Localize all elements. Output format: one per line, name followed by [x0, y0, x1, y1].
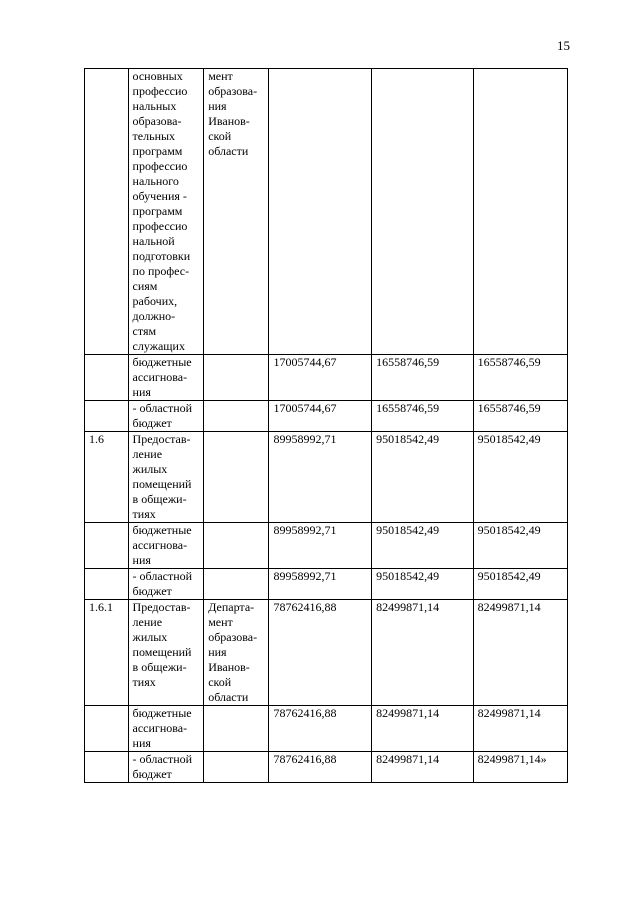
- value-year1: 17005744,67: [273, 401, 337, 415]
- item-name: - областной бюджет: [132, 569, 193, 598]
- value-cell-year3: [473, 569, 567, 600]
- value-cell-year1: [269, 69, 372, 355]
- value-cell-year3: [473, 401, 567, 432]
- item-name-cell: [128, 355, 204, 401]
- table-row: [85, 569, 568, 600]
- value-cell-year3: [473, 706, 567, 752]
- value-year3: 82499871,14: [477, 706, 541, 720]
- value-cell-year1: [269, 401, 372, 432]
- value-year1: 78762416,88: [273, 706, 337, 720]
- row-number: 1.6.1: [89, 600, 113, 614]
- row-number-cell: [85, 355, 129, 401]
- value-cell-year3: [473, 432, 567, 523]
- value-year1: 89958992,71: [273, 569, 337, 583]
- value-cell-year3: [473, 752, 567, 783]
- value-cell-year2: [372, 752, 474, 783]
- table-row: [85, 355, 568, 401]
- row-number-cell: [85, 432, 129, 523]
- table-row: [85, 600, 568, 706]
- executor-cell: [204, 432, 269, 523]
- value-year1: 78762416,88: [273, 600, 337, 614]
- executor-cell: [204, 600, 269, 706]
- executor-cell: [204, 752, 269, 783]
- table-row: [85, 706, 568, 752]
- value-year3: 16558746,59: [477, 401, 541, 415]
- item-name: основных профессио нальных образова- тельных программ профессио нального обучения - программ профессио нальной подготовки по профес- сиям рабочих, должно- стям служащих: [132, 69, 191, 353]
- value-year3: 82499871,14»: [477, 752, 547, 766]
- value-cell-year1: [269, 523, 372, 569]
- row-number-cell: [85, 752, 129, 783]
- value-year3: 95018542,49: [477, 569, 541, 583]
- item-name: бюджетные ассигнова- ния: [132, 523, 192, 567]
- value-year2: 82499871,14: [376, 706, 440, 720]
- page-number: 15: [557, 38, 570, 53]
- executor-name: мент образова- ния Иванов- ской области: [208, 69, 258, 158]
- value-cell-year1: [269, 706, 372, 752]
- value-year3: 95018542,49: [477, 523, 541, 537]
- budget-table: [84, 68, 568, 783]
- item-name-cell: [128, 600, 204, 706]
- value-cell-year3: [473, 355, 567, 401]
- value-cell-year3: [473, 600, 567, 706]
- value-cell-year2: [372, 569, 474, 600]
- item-name: Предостав- ление жилых помещений в общежи- тиях: [132, 432, 192, 521]
- value-year3: 16558746,59: [477, 355, 541, 369]
- value-year2: 82499871,14: [376, 600, 440, 614]
- value-cell-year2: [372, 523, 474, 569]
- value-year2: 16558746,59: [376, 355, 440, 369]
- value-cell-year1: [269, 569, 372, 600]
- value-cell-year2: [372, 69, 474, 355]
- value-cell-year1: [269, 355, 372, 401]
- value-year2: 95018542,49: [376, 569, 440, 583]
- item-name-cell: [128, 569, 204, 600]
- value-cell-year2: [372, 432, 474, 523]
- executor-name: Департа- мент образова- ния Иванов- ской области: [208, 600, 258, 704]
- value-year1: 89958992,71: [273, 523, 337, 537]
- item-name-cell: [128, 401, 204, 432]
- executor-cell: [204, 523, 269, 569]
- value-cell-year3: [473, 69, 567, 355]
- value-year2: 82499871,14: [376, 752, 440, 766]
- value-cell-year1: [269, 432, 372, 523]
- value-year2: 16558746,59: [376, 401, 440, 415]
- row-number-cell: [85, 569, 129, 600]
- item-name: - областной бюджет: [132, 752, 193, 781]
- row-number-cell: [85, 600, 129, 706]
- value-year3: 95018542,49: [477, 432, 541, 446]
- table-row: [85, 523, 568, 569]
- value-cell-year2: [372, 600, 474, 706]
- executor-cell: [204, 69, 269, 355]
- table-row: [85, 69, 568, 355]
- row-number-cell: [85, 523, 129, 569]
- table-row: [85, 401, 568, 432]
- value-year1: 17005744,67: [273, 355, 337, 369]
- value-cell-year2: [372, 706, 474, 752]
- row-number: 1.6: [89, 432, 104, 446]
- value-year2: 95018542,49: [376, 432, 440, 446]
- row-number-cell: [85, 706, 129, 752]
- item-name-cell: [128, 432, 204, 523]
- item-name: Предостав- ление жилых помещений в общежи- тиях: [132, 600, 192, 689]
- value-cell-year3: [473, 523, 567, 569]
- item-name-cell: [128, 523, 204, 569]
- value-year3: 82499871,14: [477, 600, 541, 614]
- value-year1: 78762416,88: [273, 752, 337, 766]
- table-row: [85, 432, 568, 523]
- item-name-cell: [128, 752, 204, 783]
- table-row: [85, 752, 568, 783]
- value-cell-year1: [269, 752, 372, 783]
- row-number-cell: [85, 69, 129, 355]
- item-name: - областной бюджет: [132, 401, 193, 430]
- value-cell-year2: [372, 355, 474, 401]
- executor-cell: [204, 401, 269, 432]
- value-cell-year1: [269, 600, 372, 706]
- row-number-cell: [85, 401, 129, 432]
- value-year1: 89958992,71: [273, 432, 337, 446]
- item-name-cell: [128, 706, 204, 752]
- item-name: бюджетные ассигнова- ния: [132, 355, 192, 399]
- executor-cell: [204, 569, 269, 600]
- value-year2: 95018542,49: [376, 523, 440, 537]
- executor-cell: [204, 706, 269, 752]
- value-cell-year2: [372, 401, 474, 432]
- item-name-cell: [128, 69, 204, 355]
- executor-cell: [204, 355, 269, 401]
- item-name: бюджетные ассигнова- ния: [132, 706, 192, 750]
